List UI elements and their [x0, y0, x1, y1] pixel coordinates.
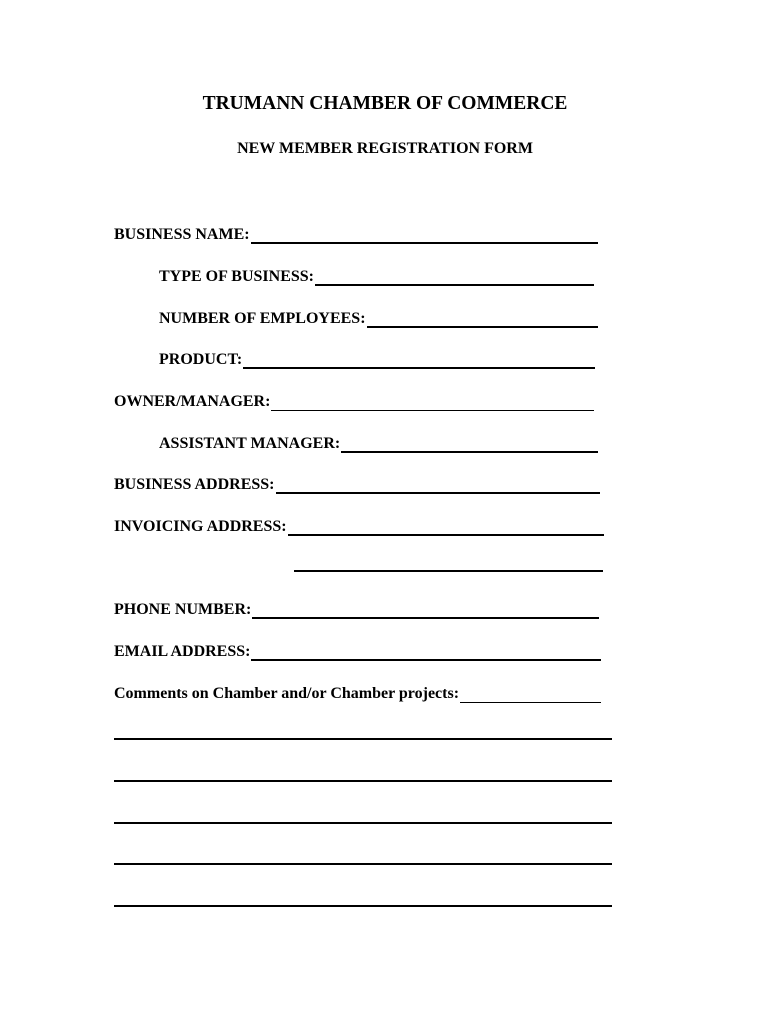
comments-line-5[interactable]	[114, 905, 612, 907]
comments-line-4[interactable]	[114, 863, 612, 865]
business-name-field	[114, 224, 598, 244]
product-label: PRODUCT:	[159, 351, 243, 368]
comments-line-1[interactable]	[114, 738, 612, 740]
type-of-business-field	[159, 266, 594, 286]
type-of-business-label: TYPE OF BUSINESS:	[159, 268, 314, 285]
comments-label: Comments on Chamber and/or Chamber projects:	[114, 685, 460, 702]
business-name-input-line[interactable]	[251, 224, 598, 244]
comments-line-3[interactable]	[114, 822, 612, 824]
invoicing-address-input-line[interactable]	[288, 516, 604, 536]
business-address-field	[114, 474, 600, 494]
phone-number-label: PHONE NUMBER:	[114, 601, 252, 618]
email-address-input-line[interactable]	[251, 641, 601, 661]
assistant-manager-field	[159, 433, 598, 453]
form-title: TRUMANN CHAMBER OF COMMERCE	[202, 93, 568, 114]
comments-line-2[interactable]	[114, 780, 612, 782]
business-address-input-line[interactable]	[276, 474, 600, 494]
invoicing-address-second-line[interactable]	[294, 570, 603, 572]
comments-input-line[interactable]	[460, 684, 601, 703]
assistant-manager-label: ASSISTANT MANAGER:	[159, 435, 341, 452]
assistant-manager-input-line[interactable]	[341, 433, 598, 453]
phone-number-input-line[interactable]	[252, 599, 599, 619]
number-of-employees-label: NUMBER OF EMPLOYEES:	[159, 310, 366, 327]
invoicing-address-field	[114, 516, 604, 536]
product-field	[159, 349, 595, 369]
invoicing-address-label: INVOICING ADDRESS:	[114, 518, 287, 535]
email-address-field	[114, 641, 601, 661]
product-input-line[interactable]	[243, 349, 595, 369]
type-of-business-input-line[interactable]	[315, 266, 594, 286]
business-address-label: BUSINESS ADDRESS:	[114, 476, 275, 493]
comments-field	[114, 683, 601, 703]
form-subtitle: NEW MEMBER REGISTRATION FORM	[237, 140, 533, 157]
phone-number-field	[114, 599, 599, 619]
owner-manager-input-line[interactable]	[271, 392, 594, 411]
owner-manager-label: OWNER/MANAGER:	[114, 393, 271, 410]
number-of-employees-field	[159, 308, 598, 328]
owner-manager-field	[114, 391, 594, 411]
number-of-employees-input-line[interactable]	[367, 308, 598, 328]
business-name-label: BUSINESS NAME:	[114, 226, 250, 243]
email-address-label: EMAIL ADDRESS:	[114, 643, 251, 660]
